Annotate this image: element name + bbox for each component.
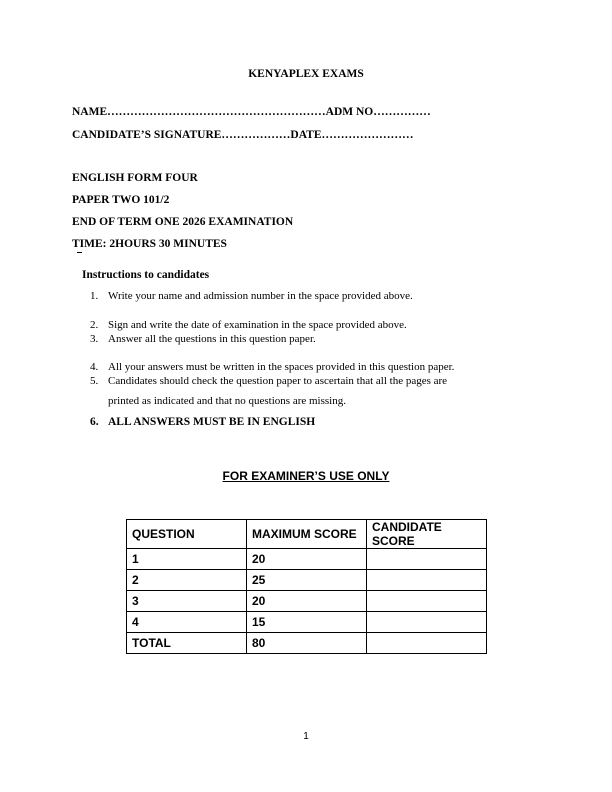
max-score-cell: 15 [247, 612, 367, 633]
table-row [127, 612, 487, 633]
candidate-score-cell[interactable] [367, 570, 487, 591]
instruction-item [90, 319, 407, 331]
score-table [126, 519, 487, 654]
table-row [127, 570, 487, 591]
instruction-number: 5. [90, 375, 99, 387]
examiner-heading: FOR EXAMINER’S USE ONLY [222, 469, 390, 483]
instruction-text: Candidates should check the question paper to ascertain that all the pages are [108, 375, 448, 387]
instruction-number: 2. [90, 319, 99, 331]
total-label-cell: TOTAL [127, 633, 247, 654]
question-cell: 1 [127, 549, 247, 570]
candidate-score-cell[interactable] [367, 549, 487, 570]
divider-mark [77, 252, 82, 253]
signature-date-line: CANDIDATE’S SIGNATURE………………DATE…………………… [72, 129, 414, 141]
instruction-text: Sign and write the date of examination in the space provided above. [108, 319, 407, 331]
paper-line: PAPER TWO 101/2 [72, 194, 170, 206]
max-score-cell: 20 [247, 591, 367, 612]
instruction-number: 6. [90, 416, 99, 428]
total-max-score-cell: 80 [247, 633, 367, 654]
table-row [127, 549, 487, 570]
total-candidate-score-cell[interactable] [367, 633, 487, 654]
column-header: CANDIDATE SCORE [367, 520, 487, 549]
page-number: 1 [303, 731, 309, 742]
column-header: MAXIMUM SCORE [247, 520, 367, 549]
instruction-text: Answer all the questions in this question paper. [108, 333, 316, 345]
instruction-item [90, 290, 413, 302]
instruction-text: Write your name and admission number in the space provided above. [108, 290, 413, 302]
table-header-row [127, 520, 487, 549]
table-total-row [127, 633, 487, 654]
column-header: QUESTION [127, 520, 247, 549]
candidate-score-cell[interactable] [367, 612, 487, 633]
instruction-item [90, 375, 447, 387]
instruction-item [90, 416, 315, 428]
question-cell: 2 [127, 570, 247, 591]
instructions-heading: Instructions to candidates [82, 269, 210, 281]
instruction-number: 4. [90, 361, 99, 373]
candidate-score-cell[interactable] [367, 591, 487, 612]
session-line: END OF TERM ONE 2026 EXAMINATION [72, 216, 294, 228]
subject-line: ENGLISH FORM FOUR [72, 172, 198, 184]
instruction-continuation: printed as indicated and that no questions are missing. [108, 395, 346, 407]
instruction-text: ALL ANSWERS MUST BE IN ENGLISH [108, 416, 316, 428]
instruction-number: 3. [90, 333, 99, 345]
question-cell: 3 [127, 591, 247, 612]
question-cell: 4 [127, 612, 247, 633]
max-score-cell: 25 [247, 570, 367, 591]
name-adm-line: NAME…………………………………………………ADM NO…………… [72, 106, 431, 118]
instruction-number: 1. [90, 290, 99, 302]
max-score-cell: 20 [247, 549, 367, 570]
exam-title: KENYAPLEX EXAMS [248, 68, 364, 80]
instruction-item [90, 361, 454, 373]
instruction-text: All your answers must be written in the spaces provided in this question paper. [108, 361, 455, 373]
time-line: TIME: 2HOURS 30 MINUTES [72, 238, 227, 250]
instruction-item [90, 333, 316, 345]
table-row [127, 591, 487, 612]
